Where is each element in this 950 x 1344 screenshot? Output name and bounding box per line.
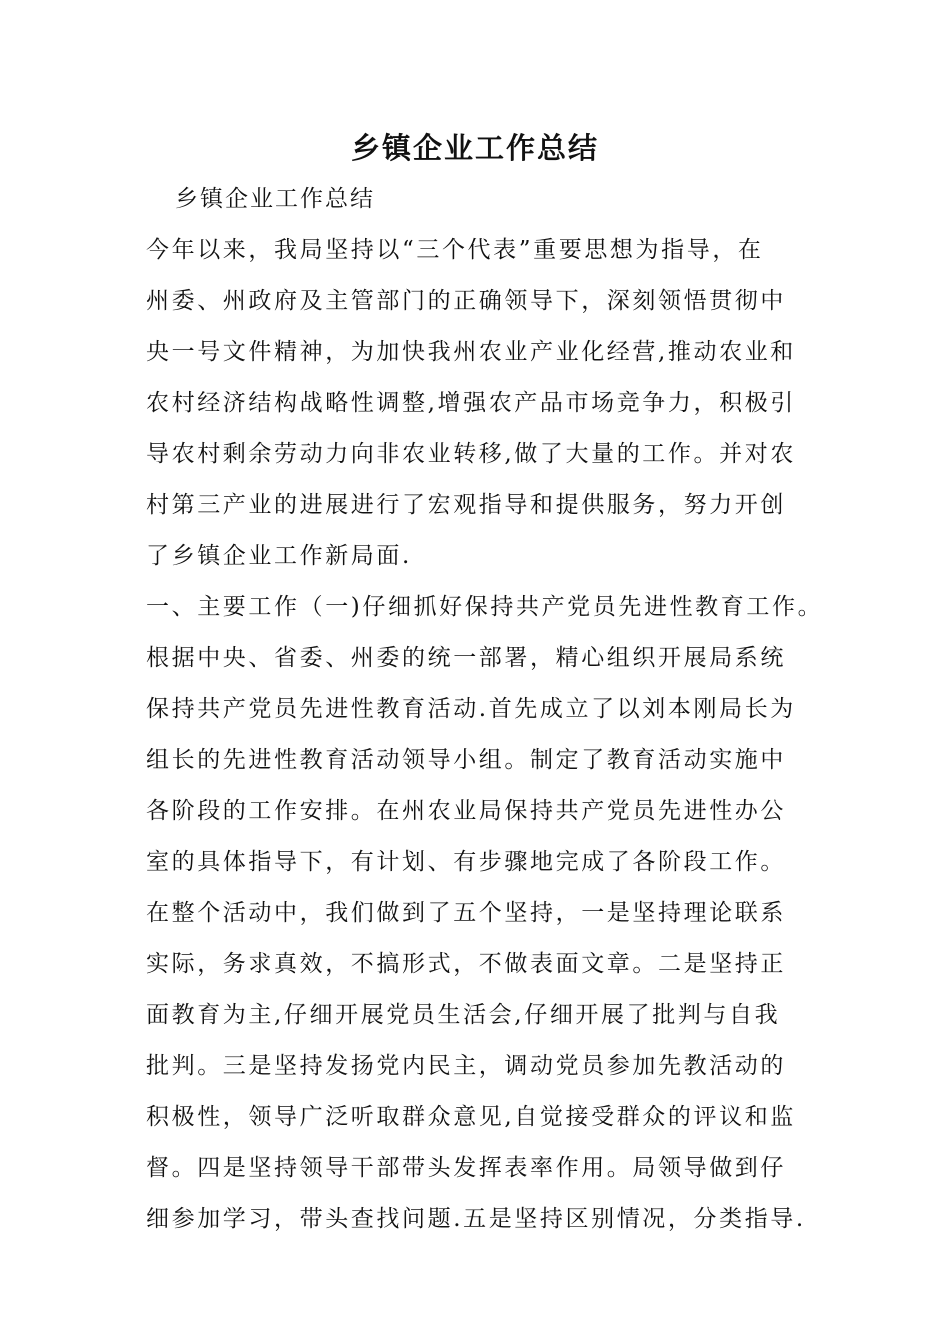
body-line: 村第三产业的进展进行了宏观指导和提供服务，努力开创 bbox=[146, 492, 786, 518]
body-line: 在整个活动中，我们做到了五个坚持，一是坚持理论联系 bbox=[146, 900, 786, 926]
body-line: 批判。三是坚持发扬党内民主，调动党员参加先教活动的 bbox=[146, 1053, 786, 1079]
body-line: 一、主要工作（一)仔细抓好保持共产党员先进性教育工作。 bbox=[146, 594, 824, 620]
body-line: 了乡镇企业工作新局面. bbox=[146, 543, 412, 569]
body-line: 面教育为主,仔细开展党员生活会,仔细开展了批判与自我 bbox=[146, 1002, 781, 1028]
body-line: 实际，务求真效，不搞形式，不做表面文章。二是坚持正 bbox=[146, 951, 786, 977]
body-line: 室的具体指导下，有计划、有步骤地完成了各阶段工作。 bbox=[146, 849, 786, 875]
body-line: 保持共产党员先进性教育活动.首先成立了以刘本刚局长为 bbox=[146, 696, 796, 722]
document-body bbox=[146, 230, 826, 1250]
document-subtitle: 乡镇企业工作总结 bbox=[175, 186, 375, 212]
body-line: 各阶段的工作安排。在州农业局保持共产党员先进性办公 bbox=[146, 798, 786, 824]
body-line: 细参加学习，带头查找问题.五是坚持区别情况，分类指导. bbox=[146, 1206, 806, 1232]
body-line: 农村经济结构战略性调整,增强农产品市场竞争力，积极引 bbox=[146, 390, 796, 416]
body-line: 今年以来，我局坚持以“三个代表”重要思想为指导，在 bbox=[146, 237, 764, 263]
body-line: 组长的先进性教育活动领导小组。制定了教育活动实施中 bbox=[146, 747, 786, 773]
body-line: 根据中央、省委、州委的统一部署，精心组织开展局系统 bbox=[146, 645, 786, 671]
body-line: 州委、州政府及主管部门的正确领导下，深刻领悟贯彻中 bbox=[146, 288, 786, 314]
body-line: 积极性，领导广泛听取群众意见,自觉接受群众的评议和监 bbox=[146, 1104, 796, 1130]
document-title: 乡镇企业工作总结 bbox=[350, 131, 599, 165]
body-line: 督。四是坚持领导干部带头发挥表率作用。局领导做到仔 bbox=[146, 1155, 786, 1181]
body-line: 央一号文件精神，为加快我州农业产业化经营,推动农业和 bbox=[146, 339, 796, 365]
body-line: 导农村剩余劳动力向非农业转移,做了大量的工作。并对农 bbox=[146, 441, 796, 467]
